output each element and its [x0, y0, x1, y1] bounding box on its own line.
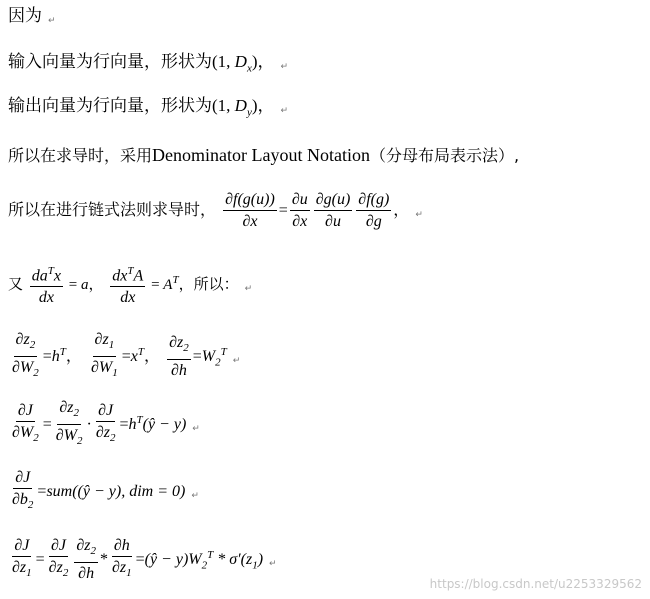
- chain-frac-3: $\frac{\partial g(u)}{\partial u}$: [315, 191, 351, 230]
- rules-pre-text: 又: [8, 275, 24, 294]
- grad-z1-frac-1: $\frac{\partial J}{\partial z_2}$: [48, 537, 69, 580]
- layout-name: Denominator Layout Notation: [152, 145, 370, 165]
- rule-frac-1: $\frac{da^Tx}{dx}$: [30, 262, 63, 307]
- chain-frac-2: $\frac{\partial u}{\partial x}$: [291, 191, 308, 230]
- rule-frac-2: $\frac{dx^TA}{dx}$: [110, 262, 145, 307]
- watermark: https://blog.csdn.net/u2253329562: [429, 577, 642, 591]
- partial-frac-c: $\frac{\partial z_2}{\partial h}$: [169, 334, 189, 380]
- input-shape-close: ): [251, 52, 258, 71]
- rule-2-rhs: A: [163, 277, 173, 294]
- input-shape-sub: x: [246, 62, 252, 75]
- output-shape-close: ): [251, 96, 258, 115]
- return-mark-icon: ↵: [269, 559, 277, 570]
- grad-z1-lhs: $\frac{\partial J}{\partial z_1}$: [12, 537, 32, 580]
- input-shape-open: (1,: [212, 52, 235, 71]
- grad-z1-line: $\frac{\partial J}{\partial z_1}$ = $\frac{\partial J}{\partial z_2}$ $\frac{\partial z_2}{\partial h}$ * $\frac{\partial h}{\partial z_1}$ =(ŷ − $y)W_2^T * \sigma'(z_1)$ ↵: [12, 537, 277, 583]
- partial-frac-b: $\frac{\partial z_1}{\partial W_1}$: [91, 331, 118, 380]
- output-shape-line: [8, 96, 288, 122]
- grad-b2-rhs: sum((ŷ − y), dim = 0): [46, 483, 186, 501]
- return-mark-icon: ↵: [280, 106, 289, 116]
- derivative-rules-line: 又 $\frac{da^Tx}{dx}$ = a， $\frac{dx^TA}{dx}$ = $A^T$，所以： ↵: [8, 262, 252, 307]
- grad-b2-line: $\frac{\partial J}{\partial b_2}$ =sum((ŷ − y), dim = 0) ↵: [8, 468, 199, 515]
- output-shape-open: (1,: [212, 96, 235, 115]
- partial-frac-a: $\frac{\partial z_2}{\partial W_2}$: [12, 331, 39, 380]
- grad-z1-frac-3: $\frac{\partial h}{\partial z_1}$: [111, 537, 132, 580]
- return-mark-icon: ↵: [280, 62, 289, 72]
- chain-frac-4: $\frac{\partial f(g)}{\partial g}$: [358, 191, 390, 230]
- return-mark-icon: ↵: [244, 284, 253, 295]
- input-shape-text: 输入向量为行向量，形状为: [8, 52, 212, 72]
- chain-pre-text: 所以在进行链式法则求导时，: [8, 200, 217, 219]
- grad-w2-line: $\frac{\partial J}{\partial W_2}$ = $\frac{\partial z_2}{\partial W_2}$ · $\frac{\partial J}{\partial z_2}$ $=h^T(ŷ - y)$ ↵: [8, 398, 200, 451]
- layout-pre-text: 所以在求导时，采用: [8, 146, 153, 165]
- chain-rule-line: 所以在进行链式法则求导时， $\frac{\partial f(g(u))}{\partial x}$ = $\frac{\partial u}{\partial x}$ $\frac{\partial g(u)}{\partial u}$ $\frac{\partial f(g)}{\partial g}$ ， ↵: [8, 191, 423, 230]
- input-shape-tail: ，: [257, 52, 275, 72]
- grad-w2-frac-1: $\frac{\partial z_2}{\partial W_2}$: [55, 399, 83, 448]
- rules-post-text: ，所以：: [178, 275, 239, 294]
- partials-line: $\frac{\partial z_2}{\partial W_2}$ $=h^T$， $\frac{\partial z_1}{\partial W_1}$ $=x^T$， $\frac{\partial z_2}{\partial h}$ $=W_2^T↵$: [8, 330, 240, 383]
- input-shape-var: D: [234, 52, 247, 71]
- output-shape-text: 输出向量为行向量，形状为: [8, 96, 212, 116]
- layout-notation-line: [8, 145, 519, 166]
- return-mark-icon: ↵: [192, 424, 200, 435]
- chain-frac-1: $\frac{\partial f(g(u))}{\partial x}$: [225, 191, 275, 230]
- intro-text: 因为: [8, 6, 42, 26]
- return-mark-icon: ↵: [48, 16, 56, 26]
- grad-b2-lhs: $\frac{\partial J}{\partial b_2}$: [12, 469, 34, 512]
- grad-w2-lhs: $\frac{\partial J}{\partial W_2}$: [12, 402, 39, 445]
- return-mark-icon: ↵: [191, 491, 199, 502]
- chain-tail: ，: [393, 200, 410, 219]
- return-mark-icon: ↵: [415, 210, 423, 220]
- grad-z1-frac-2: $\frac{\partial z_2}{\partial h}$: [76, 537, 96, 583]
- intro-line: [8, 6, 56, 31]
- output-shape-sub: y: [246, 106, 252, 119]
- rule-1-rhs: a: [81, 277, 89, 294]
- output-shape-var: D: [234, 96, 247, 115]
- input-shape-line: [8, 52, 288, 78]
- output-shape-tail: ，: [257, 96, 275, 116]
- return-mark-icon: ↵: [232, 356, 241, 367]
- grad-w2-frac-2: $\frac{\partial J}{\partial z_2}$: [95, 402, 116, 445]
- layout-post-text: （分母布局表示法）,: [369, 146, 520, 165]
